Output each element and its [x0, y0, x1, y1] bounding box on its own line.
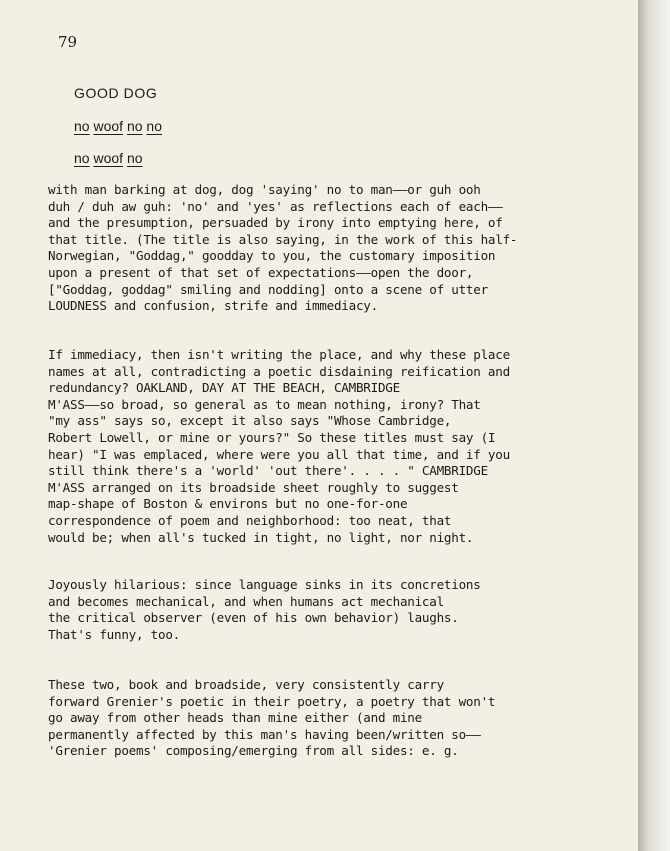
- text-line: with man barking at dog, dog 'saying' no to man——or guh ooh: [48, 182, 481, 197]
- text-line: permanently affected by this man's having been/written so——: [48, 726, 481, 742]
- text-line: LOUDNESS and confusion, strife and immediacy.: [48, 298, 378, 314]
- poem-word: no: [146, 118, 162, 134]
- text-line: correspondence of poem and neighborhood: too neat, that: [48, 512, 452, 528]
- text-line: "my ass" says so, except it also says "Whose Cambridge,: [48, 413, 452, 429]
- poem-word: woof: [93, 118, 124, 134]
- text-line: and the presumption, persuaded by irony into emptying here, of: [48, 215, 503, 231]
- paragraph-4: [48, 677, 633, 760]
- text-line: and becomes mechanical, and when humans act mechanical: [48, 593, 444, 609]
- poem-title: GOOD DOG: [74, 85, 158, 101]
- poem-word: no: [126, 150, 143, 166]
- poem-word: no: [74, 150, 90, 166]
- text-line: duh / duh aw guh: 'no' and 'yes' as reflections each of each——: [48, 198, 503, 214]
- paragraph-2: [48, 347, 633, 546]
- paragraph-3: [48, 577, 633, 643]
- text-line: 'Grenier poems' composing/emerging from all sides: e. g.: [48, 743, 459, 759]
- book-spine-shadow: [638, 0, 670, 851]
- text-line: go away from other heads than mine either (and mine: [48, 710, 422, 726]
- text-line: would be; when all's tucked in tight, no light, nor night.: [48, 529, 474, 545]
- text-line: If immediacy, then isn't writing the place, and why these place: [48, 347, 510, 362]
- text-line: hear) "I was emplaced, where were you all that time, and if you: [48, 446, 510, 462]
- text-line: These two, book and broadside, very consistently carry: [48, 677, 444, 692]
- text-line: ["Goddag, goddag" smiling and nodding] onto a scene of utter: [48, 281, 488, 297]
- poem-word: woof: [93, 150, 124, 166]
- poem-line-2: [74, 150, 143, 166]
- text-line: map-shape of Boston & environs but no one-for-one: [48, 496, 408, 512]
- text-line: that title. (The title is also saying, in the work of this half-: [48, 231, 518, 247]
- text-line: forward Grenier's poetic in their poetry, a poetry that won't: [48, 693, 496, 709]
- text-line: M'ASS——so broad, so general as to mean nothing, irony? That: [48, 396, 481, 412]
- text-line: the critical observer (even of his own behavior) laughs.: [48, 610, 459, 626]
- poem-word: no: [126, 118, 143, 134]
- poem-word: no: [74, 118, 90, 134]
- paragraph-1: [48, 182, 633, 315]
- text-line: Joyously hilarious: since language sinks in its concretions: [48, 577, 481, 592]
- text-line: Robert Lowell, or mine or yours?" So these titles must say (I: [48, 429, 496, 445]
- page-number: 79: [58, 33, 78, 51]
- text-line: That's funny, too.: [48, 626, 180, 642]
- text-line: M'ASS arranged on its broadside sheet roughly to suggest: [48, 479, 459, 495]
- text-line: still think there's a 'world' 'out there'. . . . " CAMBRIDGE: [48, 463, 488, 479]
- text-line: upon a present of that set of expectations——open the door,: [48, 264, 474, 280]
- poem-line-1: [74, 118, 162, 134]
- text-line: redundancy? OAKLAND, DAY AT THE BEACH, CAMBRIDGE: [48, 380, 400, 396]
- text-line: Norwegian, "Goddag," goodday to you, the customary imposition: [48, 248, 496, 264]
- text-line: names at all, contradicting a poetic disdaining reification and: [48, 363, 510, 379]
